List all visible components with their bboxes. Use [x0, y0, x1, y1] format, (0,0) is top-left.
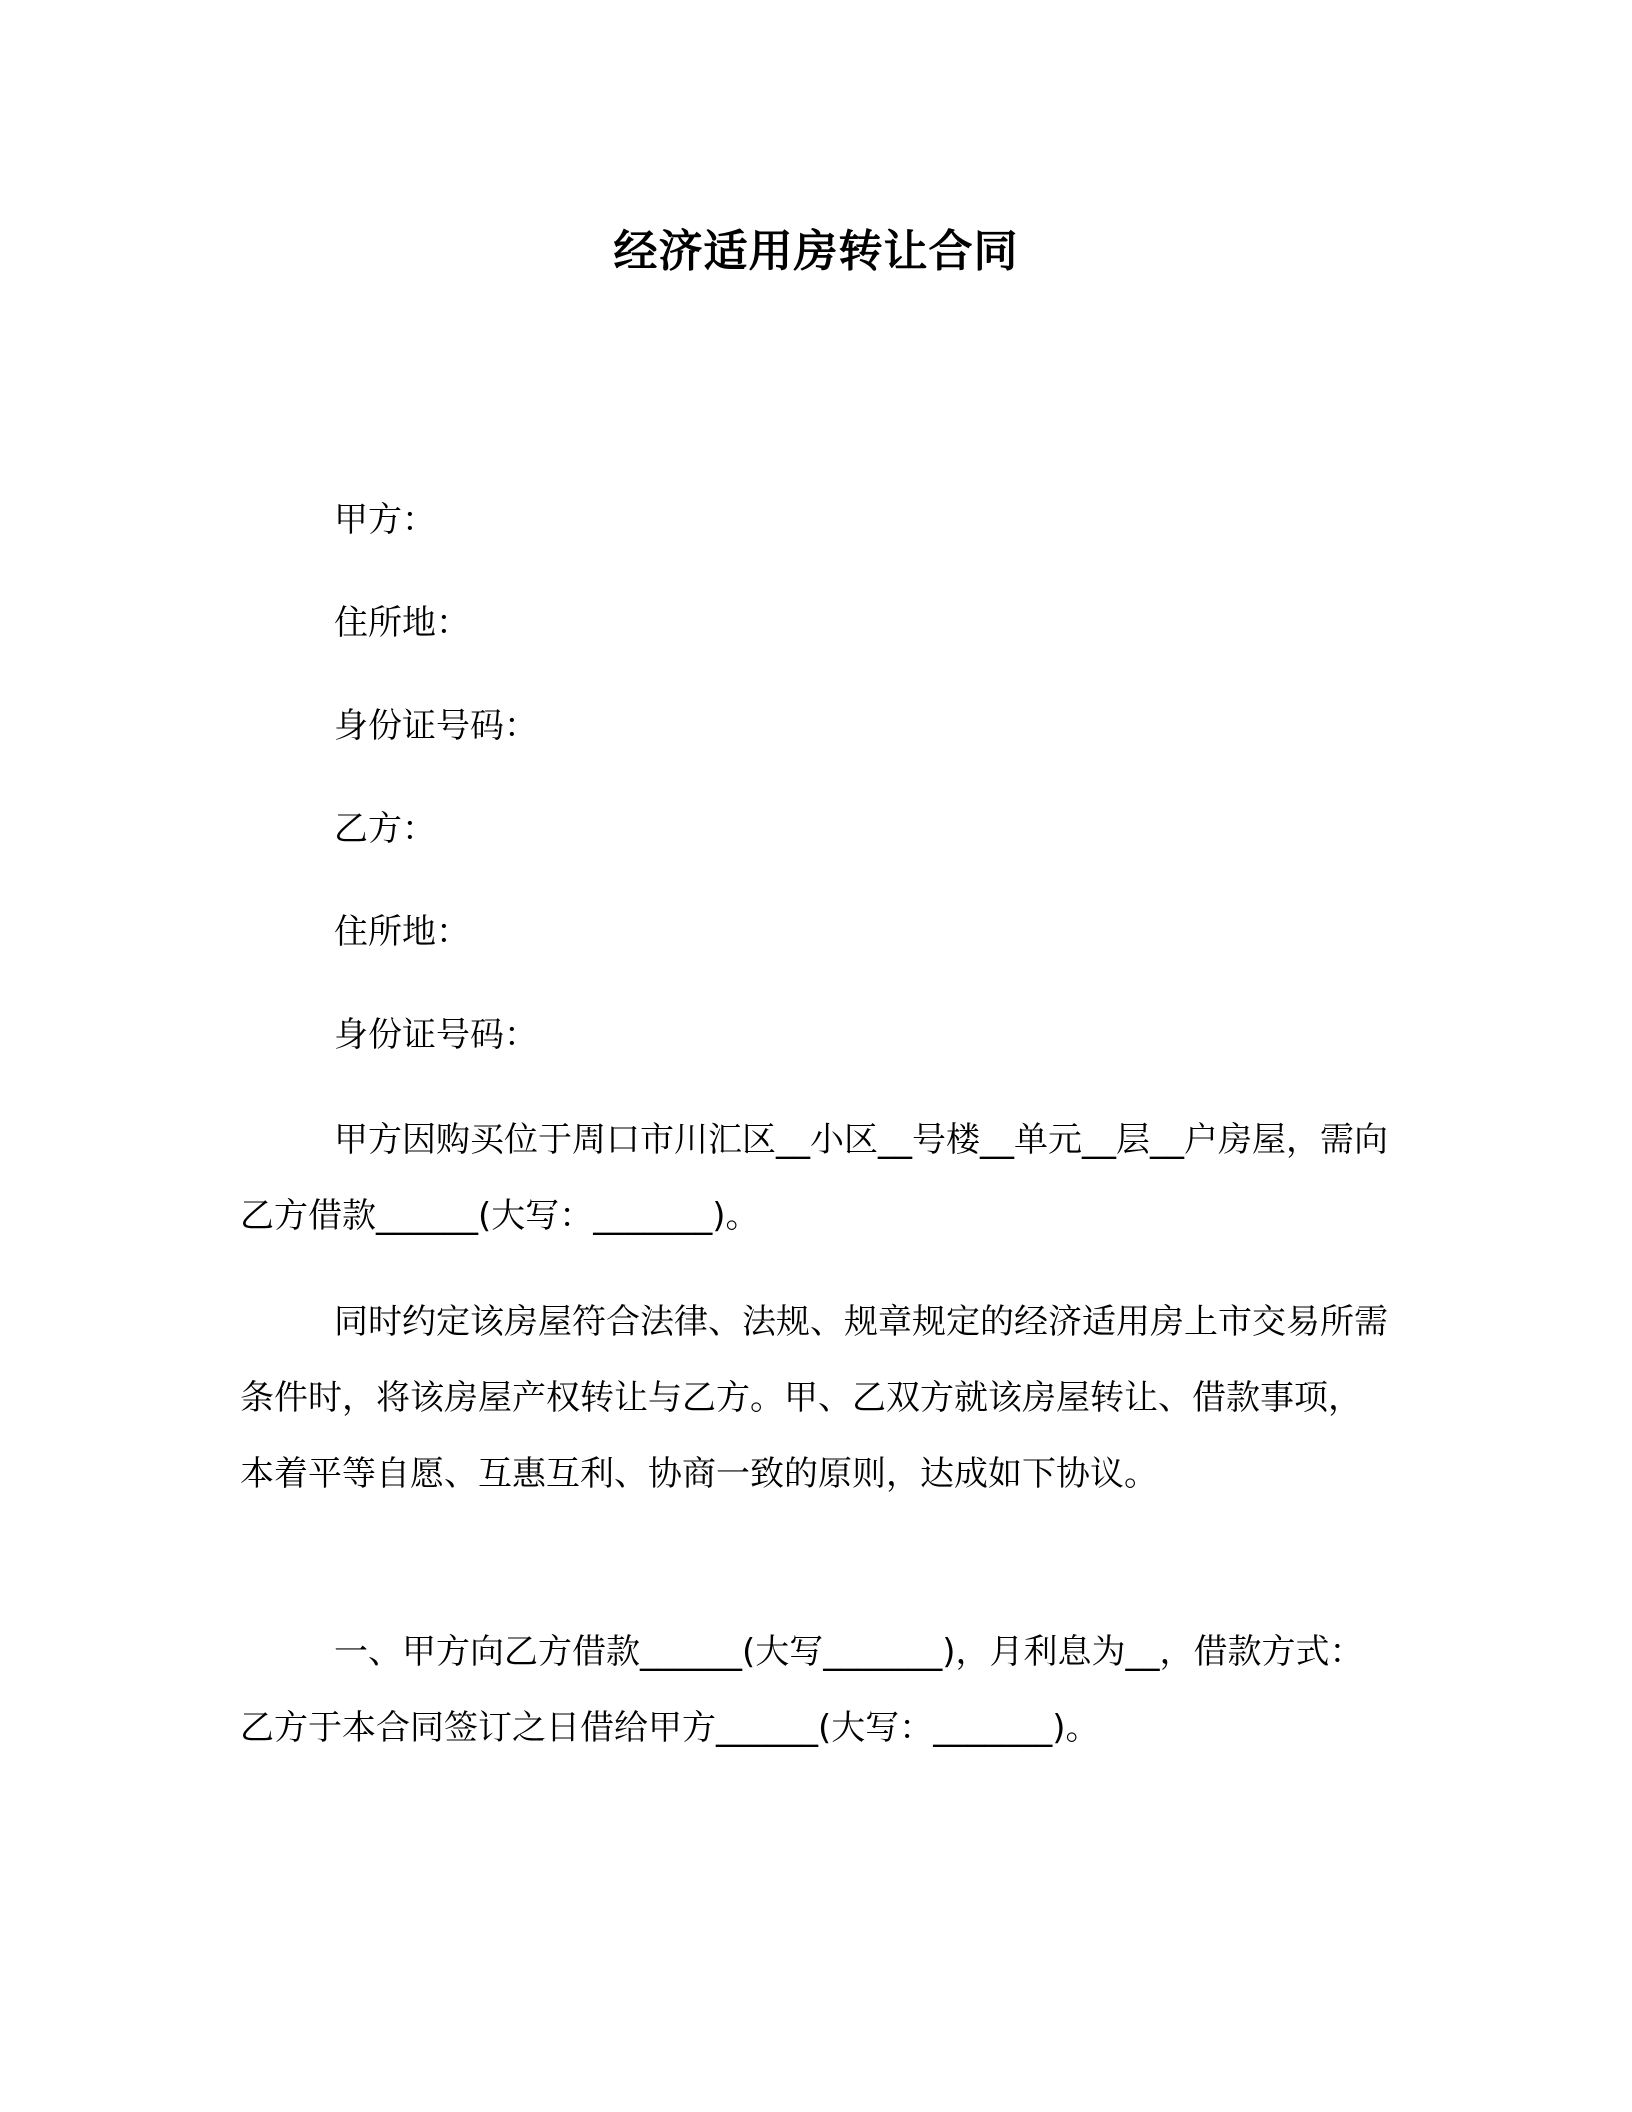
paragraph-clause-one: 一、甲方向乙方借款______(大写_______)，月利息为__，借款方式：乙方于本合同签订之日借给甲方______(大写：_______)。 — [240, 1632, 1364, 1748]
paragraph-house-loan: 甲方因购买位于周口市川汇区__小区__号楼__单元__层__户房屋，需向乙方借款______(大写：_______)。 — [240, 1120, 1388, 1236]
party-a-name-label: 甲方： — [334, 500, 436, 540]
party-a-address-label: 住所地： — [334, 603, 470, 643]
document-title: 经济适用房转让合同 — [613, 226, 1019, 277]
party-a-id-label: 身份证号码： — [334, 706, 538, 746]
party-b-id-label: 身份证号码： — [334, 1015, 538, 1055]
party-b-name-label: 乙方： — [334, 809, 436, 849]
paragraph-agreement-intent: 同时约定该房屋符合法律、法规、规章规定的经济适用房上市交易所需条件时，将该房屋产权转让与乙方。甲、乙双方就该房屋转让、借款事项，本着平等自愿、互惠互利、协商一致的原则，达成如下协议。 — [240, 1302, 1388, 1494]
party-b-address-label: 住所地： — [334, 912, 470, 952]
